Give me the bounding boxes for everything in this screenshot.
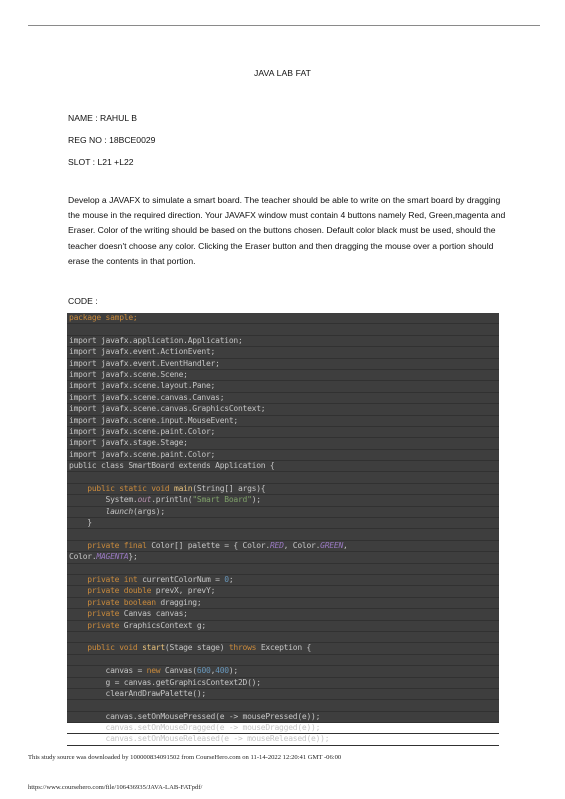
code-line: private double prevX, prevY; xyxy=(67,586,499,597)
slot-info: SLOT : L21 +L22 xyxy=(68,157,134,167)
code-line: import javafx.scene.canvas.GraphicsContext; xyxy=(67,404,499,415)
code-line: canvas = new Canvas(600,400); xyxy=(67,666,499,677)
code-line: private GraphicsContext g; xyxy=(67,621,499,632)
top-rule xyxy=(28,25,540,26)
code-line: import javafx.scene.paint.Color; xyxy=(67,427,499,438)
code-line: import javafx.scene.layout.Pane; xyxy=(67,381,499,392)
code-line: canvas.setOnMousePressed(e -> mousePressed(e)); xyxy=(67,712,499,723)
code-line: public void start(Stage stage) throws Exception { xyxy=(67,643,499,654)
code-line: import javafx.stage.Stage; xyxy=(67,438,499,449)
code-block xyxy=(67,313,499,744)
code-line: private boolean dragging; xyxy=(67,598,499,609)
code-line: import javafx.scene.Scene; xyxy=(67,370,499,381)
code-line: public static void main(String[] args){ xyxy=(67,484,499,495)
code-line: canvas.setOnMouseDragged(e -> mouseDragged(e)); xyxy=(67,723,499,734)
code-line: canvas.setOnMouseReleased(e -> mouseReleased(e)); xyxy=(67,734,499,745)
code-line: package sample; xyxy=(67,313,499,324)
code-line: launch(args); xyxy=(67,507,499,518)
code-line: public class SmartBoard extends Application { xyxy=(67,461,499,472)
code-line: import javafx.event.EventHandler; xyxy=(67,359,499,370)
registration-number: REG NO : 18BCE0029 xyxy=(68,135,156,145)
student-name: NAME : RAHUL B xyxy=(68,113,137,123)
code-line: } xyxy=(67,518,499,529)
code-line: import javafx.scene.input.MouseEvent; xyxy=(67,416,499,427)
code-line: clearAndDrawPalette(); xyxy=(67,689,499,700)
code-line xyxy=(67,655,499,666)
code-line xyxy=(67,472,499,483)
code-line: System.out.println("Smart Board"); xyxy=(67,495,499,506)
document-title: JAVA LAB FAT xyxy=(253,68,312,78)
source-url[interactable]: https://www.coursehero.com/file/106436935/JAVA-LAB-FATpdf/ xyxy=(28,784,203,791)
task-description: Develop a JAVAFX to simulate a smart board. The teacher should be able to write on the smart board by dragging the mouse in the required direction. Your JAVAFX window must contain 4 buttons namely Red, Green,magenta and Eraser. Color of the writing should be based on the buttons chosen. Default color black must be used, should the teacher doesn't choose any color. Clicking the Eraser button and then dragging the mouse over a portion should erase the contents in that portion. xyxy=(68,195,506,266)
code-line xyxy=(67,324,499,335)
code-line xyxy=(67,700,499,711)
code-line: import javafx.application.Application; xyxy=(67,336,499,347)
code-line xyxy=(67,632,499,643)
code-line: private final Color[] palette = { Color.RED, Color.GREEN, xyxy=(67,541,499,552)
code-line: Color.MAGENTA}; xyxy=(67,552,499,563)
code-line: import javafx.scene.canvas.Canvas; xyxy=(67,393,499,404)
code-line: private int currentColorNum = 0; xyxy=(67,575,499,586)
code-label: CODE : xyxy=(68,296,98,306)
code-line: g = canvas.getGraphicsContext2D(); xyxy=(67,678,499,689)
code-line xyxy=(67,529,499,540)
download-notice: This study source was downloaded by 100000834091502 from CourseHero.com on 11-14-2022 12:20:41 GMT -06:00 xyxy=(28,754,342,761)
code-line xyxy=(67,564,499,575)
code-line: import javafx.scene.paint.Color; xyxy=(67,450,499,461)
code-line: private Canvas canvas; xyxy=(67,609,499,620)
code-line: import javafx.event.ActionEvent; xyxy=(67,347,499,358)
